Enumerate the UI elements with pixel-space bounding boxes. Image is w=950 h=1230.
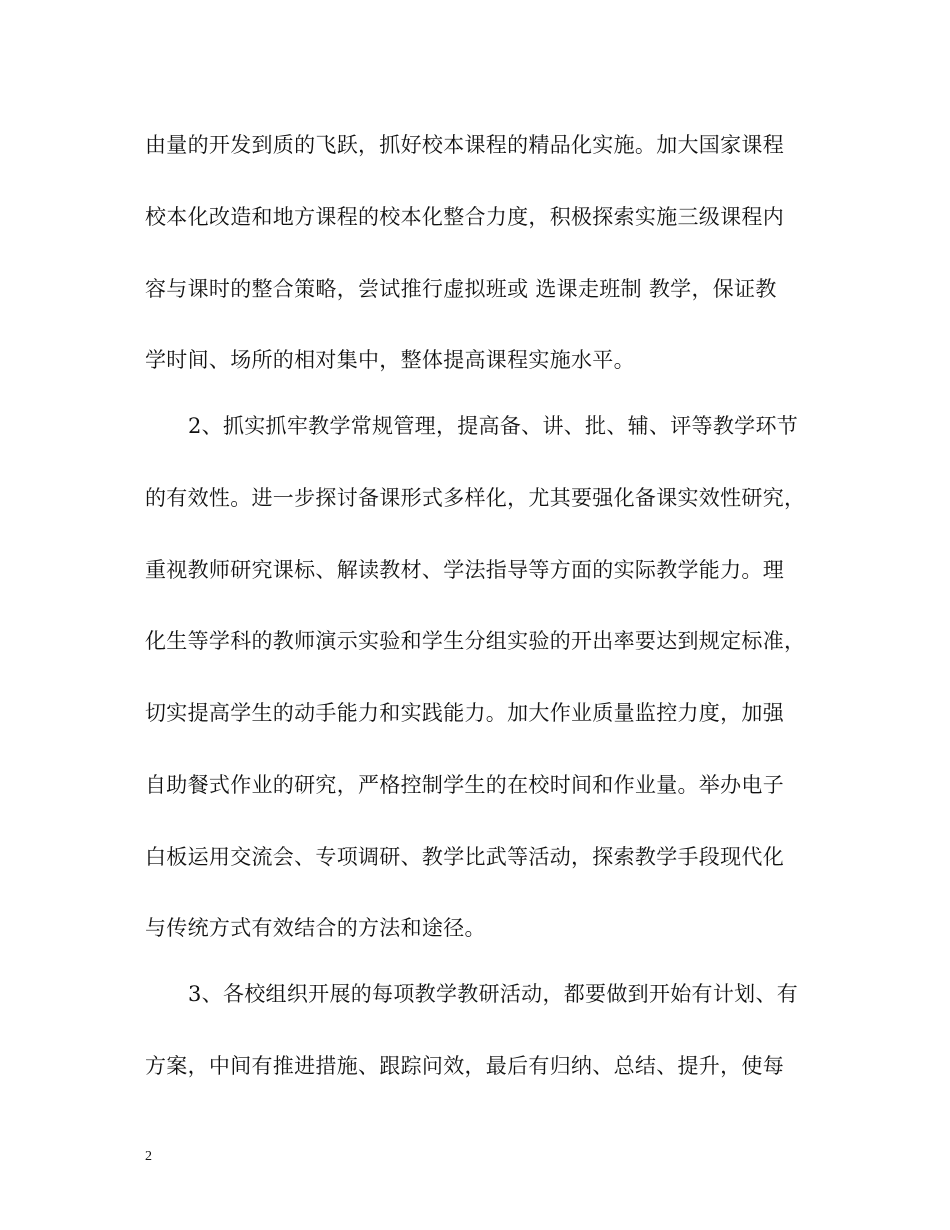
text-line: 容与课时的整合策略，尝试推行虚拟班或 选课走班制 教学，保证教: [145, 277, 777, 301]
page-number: 2: [145, 1149, 152, 1164]
text-line: 学时间、场所的相对集中，整体提高课程实施水平。: [145, 348, 635, 372]
text-line: 白板运用交流会、专项调研、教学比武等活动，探索教学手段现代化: [145, 845, 784, 869]
text-line: 方案，中间有推进措施、跟踪问效，最后有归纳、总结、提升，使每: [145, 1054, 784, 1078]
text-line: 重视教师研究课标、解读教材、学法指导等方面的实际教学能力。理: [145, 558, 784, 582]
text-line: 由量的开发到质的飞跃，抓好校本课程的精品化实施。加大国家课程: [145, 133, 784, 157]
text-line: 与传统方式有效结合的方法和途径。: [145, 916, 486, 940]
paragraph-2-start: 2、抓实抓牢教学常规管理，提高备、讲、批、辅、评等教学环节: [188, 414, 799, 438]
text-line: 的有效性。进一步探讨备课形式多样化，尤其要强化备课实效性研究，: [145, 486, 806, 510]
text-line: 校本化改造和地方课程的校本化整合力度，积极探索实施三级课程内: [145, 205, 784, 229]
text-line: 化生等学科的教师演示实验和学生分组实验的开出率要达到规定标准，: [145, 629, 806, 653]
text-line: 自助餐式作业的研究，严格控制学生的在校时间和作业量。举办电子: [145, 773, 784, 797]
text-line: 切实提高学生的动手能力和实践能力。加大作业质量监控力度，加强: [145, 701, 784, 725]
paragraph-3-start: 3、各校组织开展的每项教学教研活动，都要做到开始有计划、有: [188, 982, 799, 1006]
